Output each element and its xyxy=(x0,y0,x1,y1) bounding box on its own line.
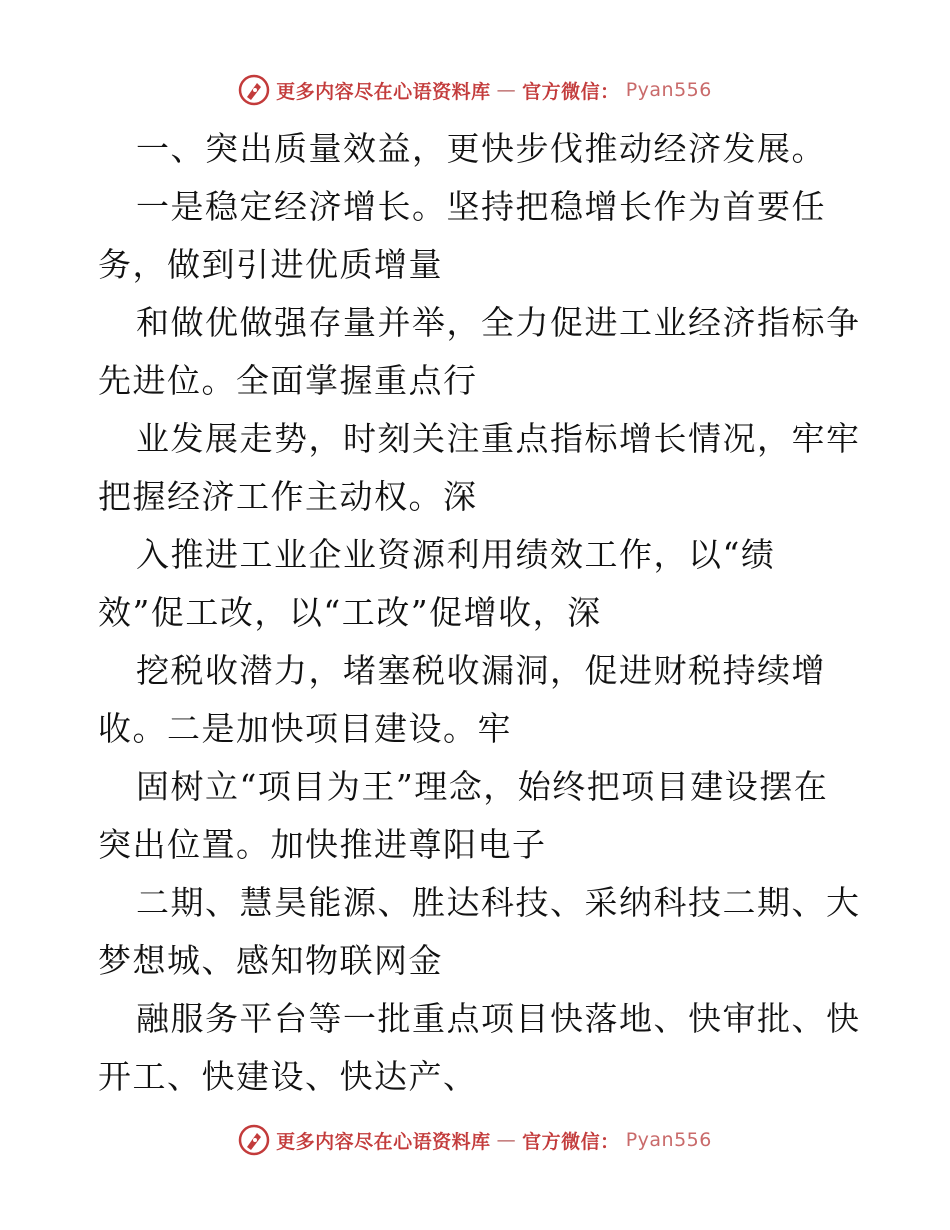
pen-nib-circle-icon xyxy=(238,1124,270,1156)
text-line: 二期、慧昊能源、胜达科技、采纳科技二期、大 xyxy=(136,883,861,922)
text-line: 梦想城、感知物联网金 xyxy=(98,941,443,980)
text-line: 开工、快建设、快达产、 xyxy=(98,1057,478,1096)
text-line: 固树立“项目为王”理念，始终把项目建设摆在 xyxy=(136,767,829,806)
text-line: 突出位置。加快推进尊阳电子 xyxy=(98,825,547,864)
text-line: 收。二是加快项目建设。牢 xyxy=(98,709,512,748)
banner-separator: — xyxy=(496,79,517,101)
banner-separator: — xyxy=(496,1129,517,1151)
banner-wechat-id: Pyan556 xyxy=(625,79,712,101)
banner-site-text: 更多内容尽在心语资料库 xyxy=(276,1130,491,1153)
text-line: 和做优做强存量并举，全力促进工业经济指标争 xyxy=(136,303,861,342)
text-line: 效”促工改，以“工改”促增收，深 xyxy=(98,593,602,632)
banner-wechat-id: Pyan556 xyxy=(625,1129,712,1151)
text-line: 先进位。全面掌握重点行 xyxy=(98,361,478,400)
pen-nib-circle-icon xyxy=(238,74,270,106)
text-line: 挖税收潜力，堵塞税收漏洞，促进财税持续增 xyxy=(136,651,826,690)
text-line: 务，做到引进优质增量 xyxy=(98,245,443,284)
document-body xyxy=(98,120,861,1106)
banner-wechat-label: 官方微信： xyxy=(522,1130,620,1153)
banner-wechat-label: 官方微信： xyxy=(522,80,620,103)
text-line: 业发展走势，时刻关注重点指标增长情况，牢牢 xyxy=(136,419,861,458)
banner-site-text: 更多内容尽在心语资料库 xyxy=(276,80,491,103)
text-line: 一是稳定经济增长。坚持把稳增长作为首要任 xyxy=(136,187,826,226)
text-line: 一、突出质量效益，更快步伐推动经济发展。 xyxy=(136,129,826,168)
text-line: 把握经济工作主动权。深 xyxy=(98,477,478,516)
text-line: 融服务平台等一批重点项目快落地、快审批、快 xyxy=(136,999,861,1038)
header-banner xyxy=(0,70,950,110)
footer-banner xyxy=(0,1120,950,1160)
text-line: 入推进工业企业资源利用绩效工作，以“绩 xyxy=(136,535,776,574)
